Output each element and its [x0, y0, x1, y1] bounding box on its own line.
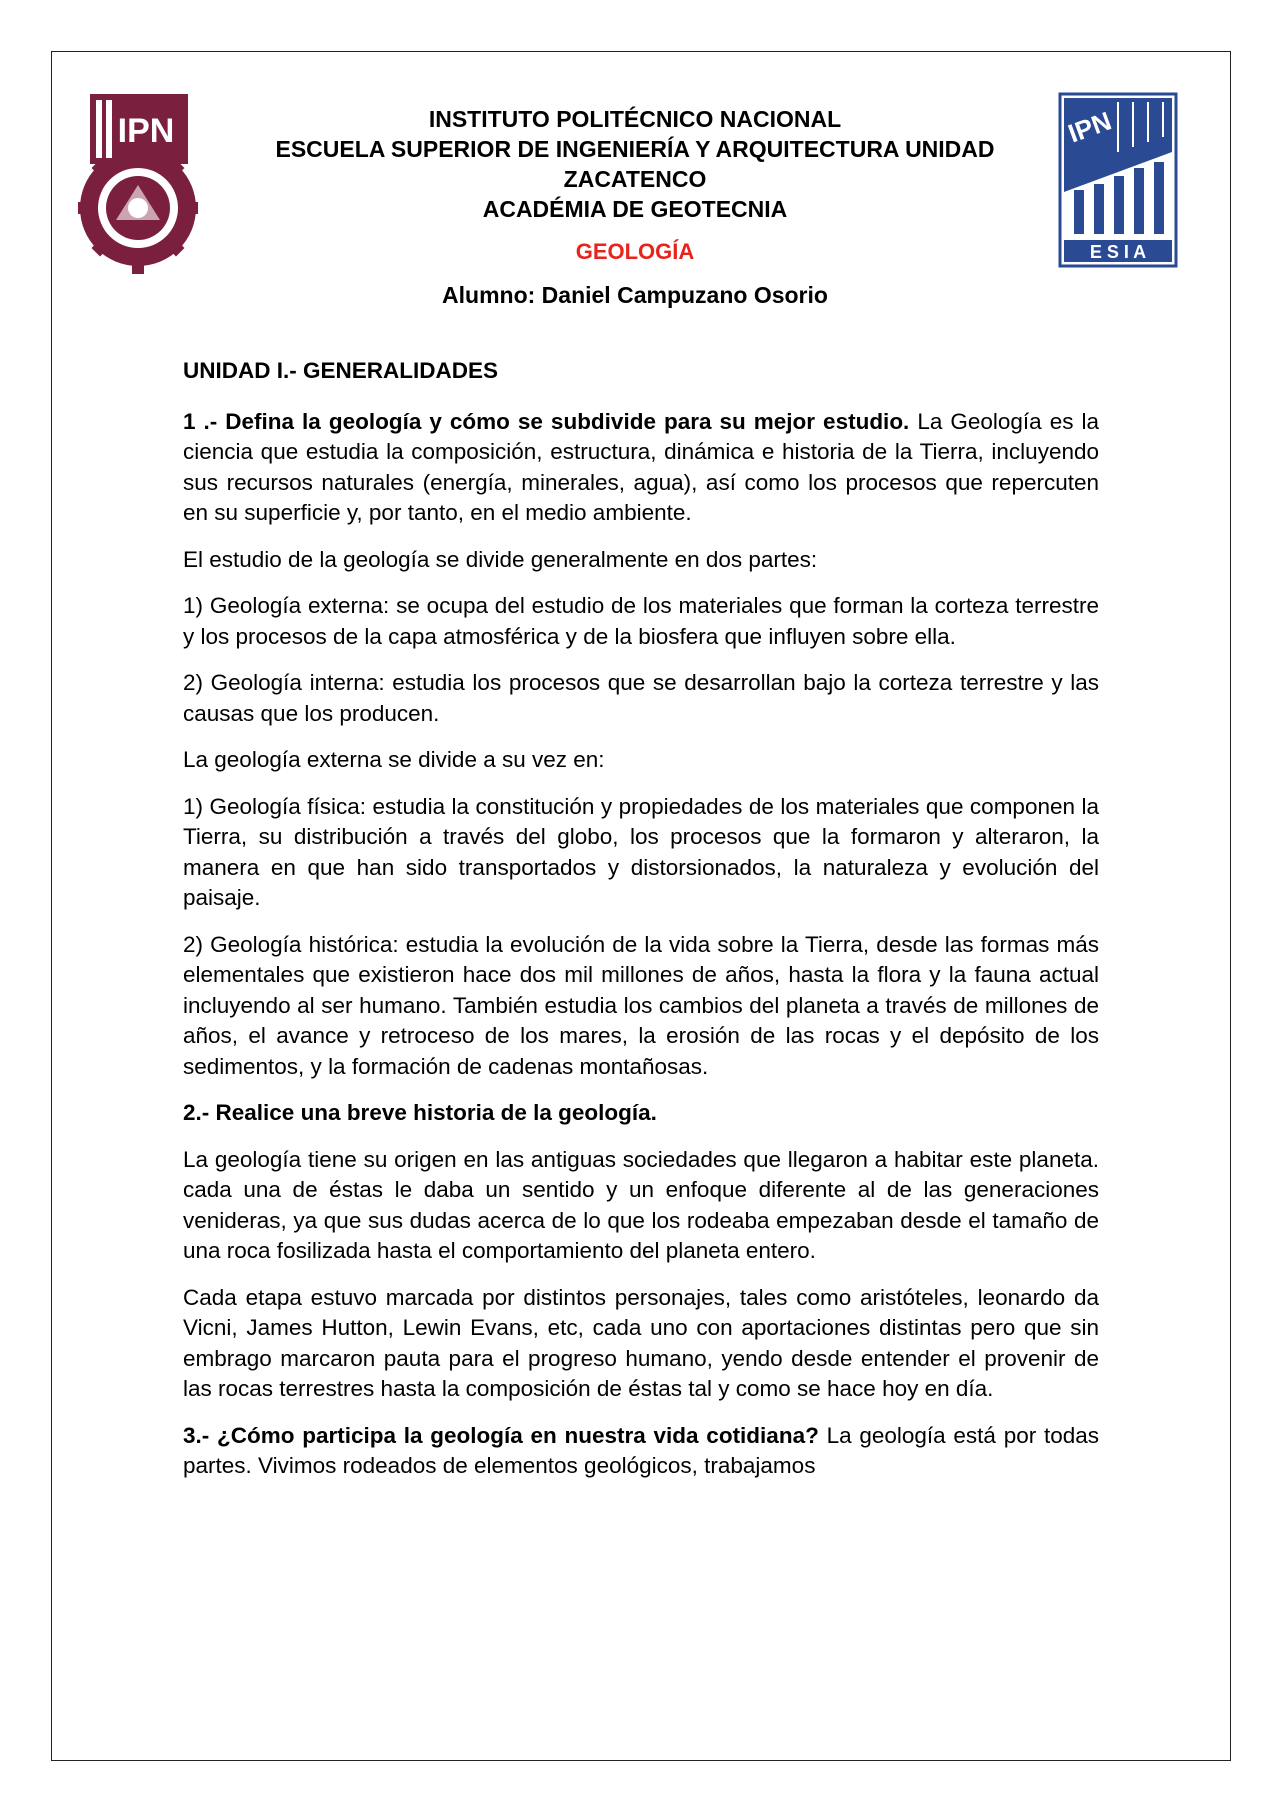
svg-text:IPN: IPN	[1064, 105, 1116, 149]
q1-paragraph-5: La geología externa se divide a su vez en:	[183, 747, 605, 772]
esia-logo	[1058, 92, 1178, 268]
document-body	[183, 356, 1099, 1498]
q2-paragraph-1: La geología tiene su origen en las antiguas sociedades que llegaron a habitar este planeta. cada una de éstas le daba un sentido y un enfoque diferente al de las generaciones venideras, ya que sus dudas acerca de lo que los rodeaba empezaban desde el tamaño de una roca fosilizada hasta el comportamiento del planeta entero.	[183, 1146, 1099, 1263]
q1-paragraph-2: El estudio de la geología se divide generalmente en dos partes:	[183, 546, 818, 572]
q3-answer: La geología está por todas partes. Vivimos rodeados de elementos geológicos, trabajamos	[183, 1422, 1100, 1478]
ipn-logo	[76, 90, 202, 280]
student-name: Alumno: Daniel Campuzano Osorio	[442, 282, 828, 308]
q2-question: 2.- Realice una breve historia de la geología.	[183, 1100, 657, 1125]
q1-paragraph-6: 1) Geología física: estudia la constitución y propiedades de los materiales que componen la Tierra, su distribución a través del globo, los procesos que la formaron y alteraron, la manera en que han sido transportados y distorsionados, la naturaleza y evolución del paisaje.	[183, 793, 1099, 910]
q1-paragraph	[183, 407, 1099, 529]
esia-building-icon	[1058, 92, 1178, 268]
q1-paragraph-7: 2) Geología histórica: estudia la evolución de la vida sobre la Tierra, desde las formas más elementales que existieron hace dos mil millones de años, hasta la flora y la fauna actual incluyendo al ser humano. También estudia los cambios del planeta a través de millones de años, el avance y retroceso de los mares, la erosión de las rocas y el depósito de los sedimentos, y la formación de cadenas montañosas.	[183, 931, 1099, 1079]
document-header	[215, 104, 1055, 310]
q1-paragraph-4: 2) Geología interna: estudia los procesos que se desarrollan bajo la corteza terrestre y las causas que los producen.	[183, 670, 1099, 726]
subject-title: GEOLOGÍA	[575, 239, 695, 264]
q1-answer: La Geología es la ciencia que estudia la composición, estructura, dinámica e historia de la Tierra, incluyendo sus recursos naturales (energía, minerales, agua), así como los procesos que repercuten en su superficie y, por tanto, en el medio ambiente.	[183, 408, 1099, 525]
q2-paragraph-2: Cada etapa estuvo marcada por distintos personajes, tales como aristóteles, leonardo da Vicni, James Hutton, Lewin Evans, etc, cada uno con aportaciones distintas pero que sin embrago marcaron pauta para el progreso humano, yendo desde entender el provenir de las rocas terrestres hasta la composición de éstas tal y como se hace hoy en día.	[183, 1284, 1099, 1401]
q1-question: 1 .- Defina la geología y cómo se subdivide para su mejor estudio.	[183, 408, 910, 434]
q3-question: 3.- ¿Cómo participa la geología en nuestra vida cotidiana?	[183, 1422, 819, 1448]
q3-paragraph	[183, 1421, 1099, 1482]
ipn-crest-icon	[76, 90, 202, 280]
school-name-line1: ESCUELA SUPERIOR DE INGENIERÍA Y ARQUITECTURA UNIDAD	[275, 136, 995, 162]
academy-name: ACADÉMIA DE GEOTECNIA	[482, 196, 788, 222]
school-name-line2: ZACATENCO	[563, 166, 707, 192]
institution-name: INSTITUTO POLITÉCNICO NACIONAL	[428, 106, 842, 132]
q1-paragraph-3: 1) Geología externa: se ocupa del estudio de los materiales que forman la corteza terrestre y los procesos de la capa atmosférica y de la biosfera que influyen sobre ella.	[183, 593, 1099, 649]
svg-text:IPN: IPN	[117, 112, 175, 150]
svg-text:E S I A: E S I A	[1089, 242, 1147, 262]
unit-title: UNIDAD I.- GENERALIDADES	[183, 358, 499, 383]
